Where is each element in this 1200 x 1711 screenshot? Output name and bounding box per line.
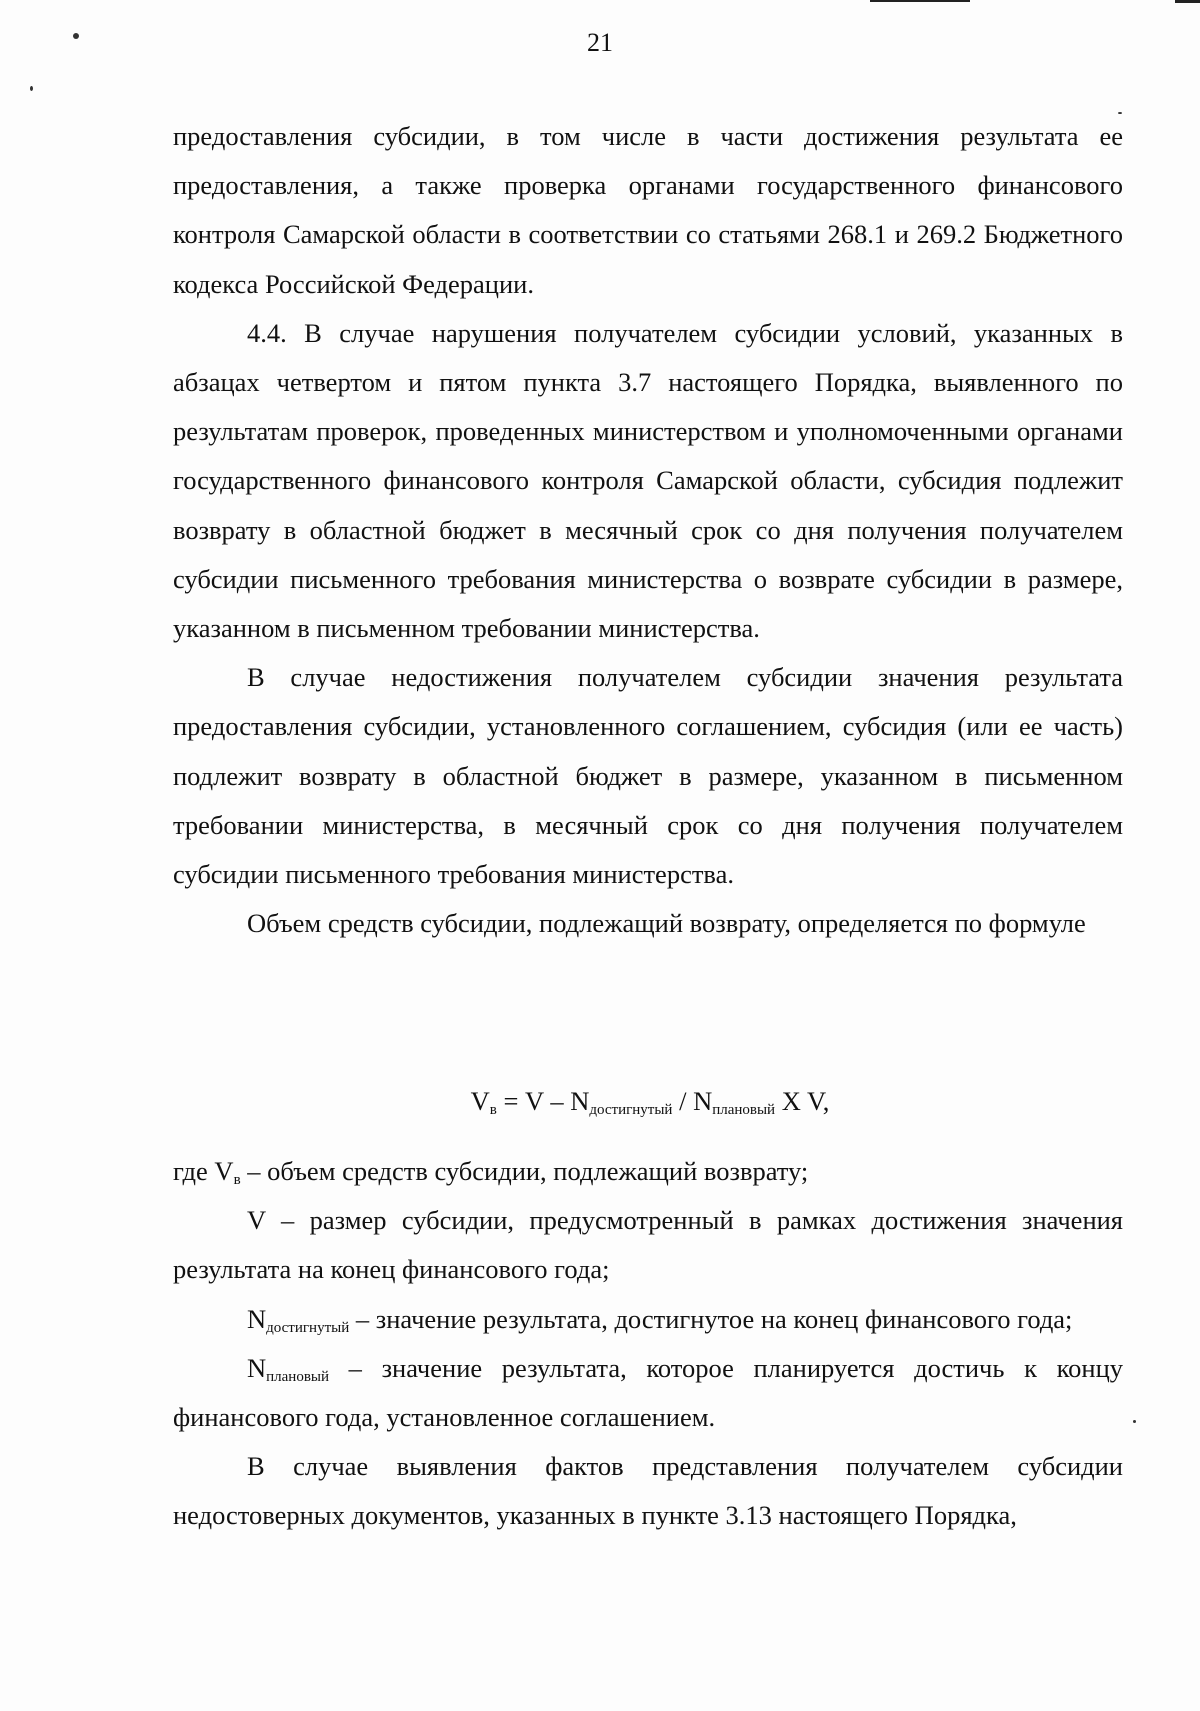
- formula-eq: = V – N: [496, 1086, 590, 1116]
- definition-text: – значение результата, достигнутое на конец финансового года;: [349, 1303, 1073, 1334]
- page-number: 21: [587, 28, 613, 57]
- paragraph: 4.4. В случае нарушения получателем субсидии условий, указанных в абзацах четвертом и пятом пункта 3.7 настоящего Порядка, выявленного по результатам проверок, проведенных министерством и уполномоченными органами государственного финансового контроля Самарской области, субсидия подлежит возврату в областной бюджет в месячный срок со дня получения получателем субсидии письменного требования министерства о возврате субсидии в размере, указанном в письменном требовании министерства.: [173, 317, 1123, 644]
- paragraph: Объем средств субсидии, подлежащий возврату, определяется по формуле: [247, 908, 1086, 939]
- formula-lhs: V: [470, 1086, 490, 1116]
- definition-subscript: в: [233, 1172, 241, 1188]
- definition-prefix: N: [247, 1303, 267, 1334]
- definition-prefix: V: [247, 1205, 266, 1236]
- definition-item: [173, 1344, 1123, 1442]
- scan-speck: [30, 86, 33, 91]
- scan-edge-mark: [1175, 0, 1200, 3]
- definition-prefix: где V: [173, 1156, 234, 1186]
- paragraph: предоставления субсидии, в том числе в части достижения результата ее предоставления, а также проверка органами государственного финансового контроля Самарской области в соответствии со статьями 268.1 и 269.2 Бюджетного кодекса Российской Федерации.: [173, 121, 1123, 299]
- paragraph: В случае выявления фактов представления получателем субсидии недостоверных документов, указанных в пункте 3.13 настоящего Порядка,: [173, 1451, 1123, 1531]
- formula-n1-subscript: достигнутый: [589, 1102, 673, 1118]
- formula: [0, 1086, 1200, 1117]
- definition-text: – значение результата, которое планируется достичь к концу финансового года, установленное соглашением.: [173, 1352, 1123, 1433]
- definition-item: [173, 1295, 1123, 1344]
- formula-slash: / N: [672, 1086, 713, 1116]
- scan-speck: [1133, 1420, 1136, 1423]
- formula-lhs-subscript: в: [489, 1102, 497, 1118]
- definitions: [173, 1147, 1123, 1541]
- definition-subscript: плановый: [266, 1368, 330, 1385]
- definition-item: [173, 1196, 1123, 1294]
- formula-n2-subscript: плановый: [712, 1102, 776, 1118]
- definition-prefix: N: [247, 1352, 267, 1383]
- formula-expression: [471, 1086, 830, 1117]
- definition-text: – объем средств субсидии, подлежащий возврату;: [240, 1156, 809, 1186]
- definition-item: [173, 1147, 1123, 1196]
- scan-edge-mark: [870, 0, 970, 2]
- paragraph: В случае недостижения получателем субсидии значения результата предоставления субсидии, установленного соглашением, субсидия (или ее часть) подлежит возврату в областной бюджет в размере, указанном в письменном требовании министерства, в месячный срок со дня получения получателем субсидии письменного требования министерства.: [173, 662, 1123, 890]
- definition-text: – размер субсидии, предусмотренный в рамках достижения значения результата на конец финансового года;: [173, 1205, 1123, 1285]
- formula-tail: X V,: [775, 1086, 830, 1116]
- definition-subscript: достигнутый: [266, 1319, 350, 1336]
- body-text: [173, 112, 1123, 948]
